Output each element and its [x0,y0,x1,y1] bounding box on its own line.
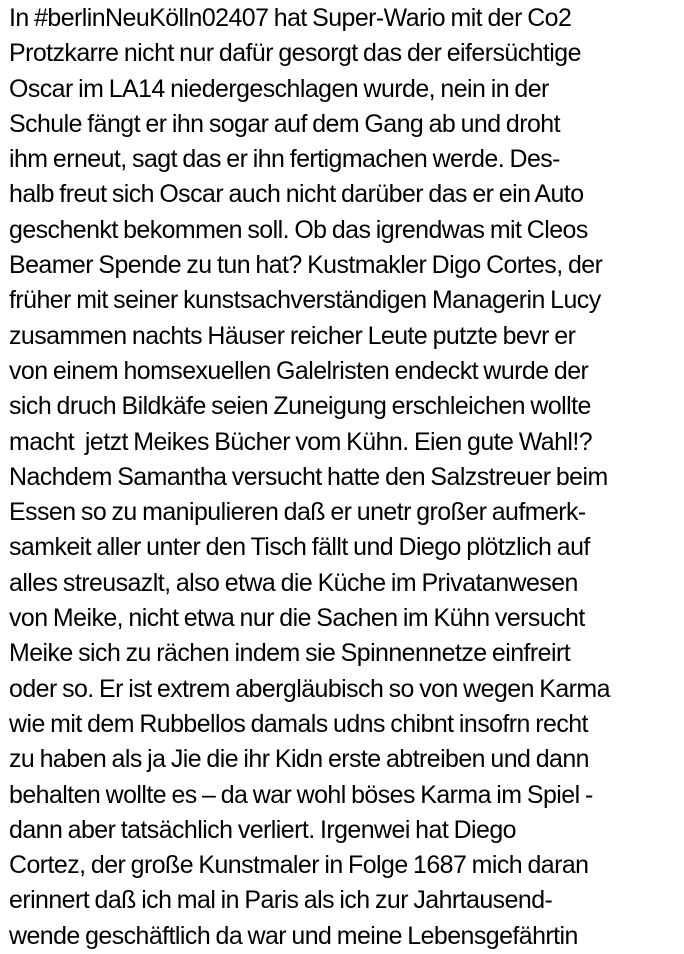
text-line: samkeit aller unter den Tisch fällt und Diego plötzlich auf [9,533,590,562]
text-line: behalten wollte es – da war wohl böses Karma im Spiel - [9,780,593,809]
text-line: wie mit dem Rubbellos damals udns chibnt insofrn recht [9,709,588,738]
text-line: alles streusazlt, also etwa die Küche im Privatanwesen [9,568,578,597]
text-line: dann aber tatsächlich verliert. Irgenwei hat Diego [9,815,516,844]
text-line: zu haben als ja Jie die ihr Kidn erste abtreiben und dann [9,745,589,774]
text-line: Oscar im LA14 niedergeschlagen wurde, nein in der [9,74,549,103]
text-line: früher mit seiner kunstsachverständigen Managerin Lucy [9,286,601,315]
text-line: Beamer Spende zu tun hat? Kustmakler Digo Cortes, der [9,251,603,280]
text-line: von Meike, nicht etwa nur die Sachen im Kühn versucht [9,604,585,633]
text-line: Schule fängt er ihn sogar auf dem Gang ab und droht [9,109,560,138]
text-line: ihm erneut, sagt das er ihn fertigmachen werde. Des- [9,145,560,174]
text-line: In #berlinNeuKölln02407 hat Super-Wario mit der Co2 [9,4,572,32]
text-line: Protzkarre nicht nur dafür gesorgt das der eifersüchtige [9,39,581,68]
text-line: halb freut sich Oscar auch nicht darüber das er ein Auto [9,180,584,209]
text-line: zusammen nachts Häuser reicher Leute putzte bevr er [9,321,576,350]
text-line: Essen so zu manipulieren daß er unetr großer aufmerk- [9,498,586,527]
text-line: von einem homsexuellen Galelristen endeckt wurde der [9,356,589,385]
text-line: Cortez, der große Kunstmaler in Folge 1687 mich daran [9,851,589,880]
body-text [9,1,681,954]
text-line: geschenkt bekommen soll. Ob das igrendwas mit Cleos [9,215,588,244]
text-line: macht jetzt Meikes Bücher vom Kühn. Eien gute Wahl!? [9,427,593,456]
text-line: oder so. Er ist extrem abergläubisch so von wegen Karma [9,674,610,703]
text-line: sich druch Bildkäfe seien Zuneigung erschleichen wollte [9,392,591,421]
text-line: Meike sich zu rächen indem sie Spinnennetze einfreirt [9,639,571,668]
text-line: wende geschäftlich da war und meine Lebensgefährtin [9,921,578,950]
text-line: Nachdem Samantha versucht hatte den Salzstreuer beim [9,462,608,491]
text-line: erinnert daß ich mal in Paris als ich zur Jahrtausend- [9,886,553,915]
